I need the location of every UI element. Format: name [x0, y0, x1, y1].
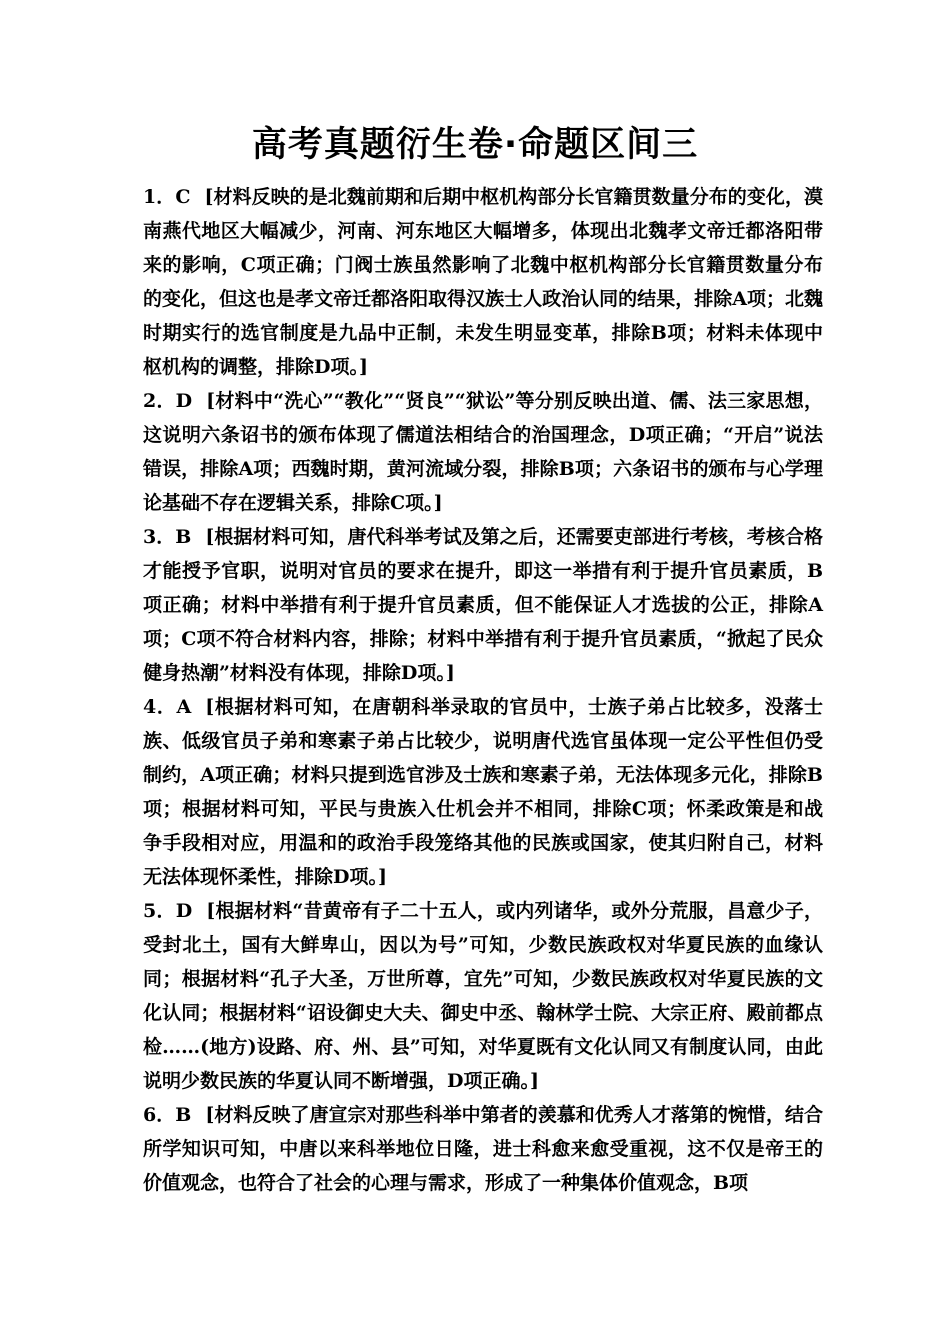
answer-number: 2．D: [143, 390, 193, 412]
page-title: 高考真题衍生卷·命题区间三: [251, 125, 699, 165]
answer-number: 5．D: [143, 900, 193, 922]
answer-item-4: [143, 690, 823, 894]
answer-item-1: [143, 180, 823, 384]
answer-item-5: [143, 894, 823, 1098]
answer-explanation: [材料反映了唐宣宗对那些科举中第者的羡慕和优秀人才落第的惋惜，结合所学知识可知，中唐以来科举地位日隆，进士科愈来愈受重视，这不仅是帝王的价值观念，也符合了社会的心理与需求，形成了一种集体价值观念，B项: [143, 1104, 823, 1194]
answer-explanation: [材料反映的是北魏前期和后期中枢机构部分长官籍贯数量分布的变化，漠南燕代地区大幅减少，河南、河东地区大幅增多，体现出北魏孝文帝迁都洛阳带来的影响，C项正确；门阀士族虽然影响了北魏中枢机构部分长官籍贯数量分布的变化，但这也是孝文帝迁都洛阳取得汉族士人政治认同的结果，排除A项；北魏时期实行的选官制度是九品中正制，未发生明显变革，排除B项；材料未体现中枢机构的调整，排除D项。]: [143, 186, 824, 378]
answer-item-3: [143, 520, 823, 690]
answer-number: 3．B: [143, 526, 192, 548]
answer-explanation: [根据材料可知，在唐朝科举录取的官员中，士族子弟占比较多，没落士族、低级官员子弟和寒素子弟占比较少，说明唐代选官虽体现一定公平性但仍受制约，A项正确；材料只提到选官涉及士族和寒素子弟，无法体现多元化，排除B项；根据材料可知，平民与贵族入仕机会并不相同，排除C项；怀柔政策是和战争手段相对应，用温和的政治手段笼络其他的民族或国家，使其归附自己，材料无法体现怀柔性，排除D项。]: [143, 696, 823, 888]
answer-item-6: [143, 1098, 823, 1200]
answer-list: [143, 180, 823, 1200]
answer-item-2: [143, 384, 823, 520]
answer-number: 6．B: [143, 1104, 192, 1126]
answer-explanation: [材料中“洗心”“教化”“贤良”“狱讼”等分别反映出道、儒、法三家思想，这说明六条诏书的颁布体现了儒道法相结合的治国理念，D项正确；“开启”说法错误，排除A项；西魏时期，黄河流域分裂，排除B项；六条诏书的颁布与心学理论基础不存在逻辑关系，排除C项。]: [143, 390, 824, 514]
answer-number: 1．C: [143, 186, 191, 208]
answer-explanation: [根据材料“昔黄帝有子二十五人，或内列诸华，或外分荒服，昌意少子，受封北土，国有大鲜卑山，因以为号”可知，少数民族政权对华夏民族的血缘认同；根据材料“孔子大圣，万世所尊，宜先”可知，少数民族政权对华夏民族的文化认同；根据材料“诏设御史大夫、御史中丞、翰林学士院、大宗正府、殿前都点检……(地方)设路、府、州、县”可知，对华夏既有文化认同又有制度认同，由此说明少数民族的华夏认同不断增强，D项正确。]: [143, 900, 824, 1092]
answer-explanation: [根据材料可知，唐代科举考试及第之后，还需要吏部进行考核，考核合格才能授予官职，说明对官员的要求在提升，即这一举措有利于提升官员素质，B项正确；材料中举措有利于提升官员素质，但不能保证人才选拔的公正，排除A项；C项不符合材料内容，排除；材料中举措有利于提升官员素质，“掀起了民众健身热潮”材料没有体现，排除D项。]: [143, 526, 823, 684]
answer-number: 4．A: [143, 696, 192, 718]
